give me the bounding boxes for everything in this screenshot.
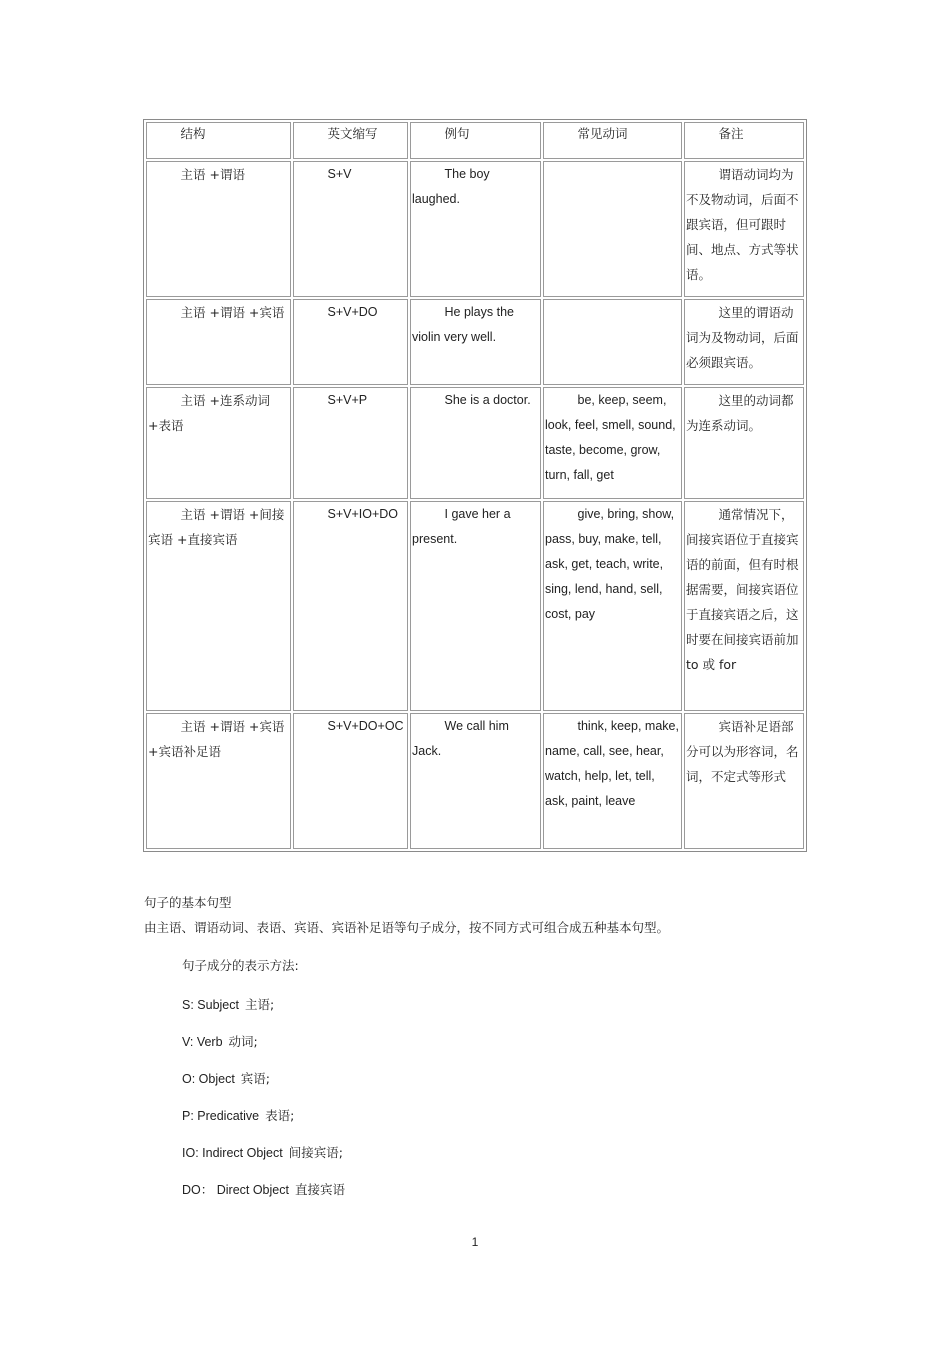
legend-meaning: 动词; <box>228 1034 258 1049</box>
legend-abbr: O: Object <box>182 1072 235 1086</box>
legend-item-object <box>182 1069 270 1087</box>
header-structure: 结构 <box>146 122 291 159</box>
legend-meaning: 表语; <box>265 1108 295 1123</box>
legend-meaning: 主语; <box>244 997 275 1012</box>
cell-structure: 主语 +谓语 +宾语 +宾语补足语 <box>146 713 291 849</box>
cell-abbreviation: S+V+DO+OC <box>293 713 408 849</box>
legend-item-indirect-object <box>182 1143 343 1161</box>
legend-item-verb <box>182 1032 258 1050</box>
legend-abbr: IO: Indirect Object <box>182 1146 283 1160</box>
table-header-row <box>146 122 804 159</box>
cell-verbs: think, keep, make, name, call, see, hear, watch, help, let, tell, ask, paint, leave <box>543 713 682 849</box>
cell-verbs: be, keep, seem, look, feel, smell, sound, taste, become, grow, turn, fall, get <box>543 387 682 499</box>
legend-abbr: V: Verb <box>182 1035 223 1049</box>
legend-meaning: 间接宾语; <box>288 1145 343 1160</box>
legend-meaning: 直接宾语 <box>294 1182 345 1197</box>
legend-abbr: DO： Direct Object <box>182 1183 289 1197</box>
intro-paragraph: 由主语、谓语动词、表语、宾语、宾语补足语等句子成分，按不同方式可组合成五种基本句型。 <box>144 920 670 935</box>
cell-note: 谓语动词均为不及物动词，后面不跟宾语，但可跟时间、地点、方式等状语。 <box>684 161 804 297</box>
table-row <box>146 299 804 385</box>
sentence-pattern-table <box>143 119 807 852</box>
cell-example: He plays the violin very well. <box>410 299 541 385</box>
page-number: 1 <box>471 1235 479 1249</box>
cell-verbs: give, bring, show, pass, buy, make, tell, ask, get, teach, write, sing, lend, hand, sell, cost, pay <box>543 501 682 711</box>
legend-meaning: 宾语; <box>240 1071 271 1086</box>
cell-example: I gave her a present. <box>410 501 541 711</box>
legend-abbr: S: Subject <box>182 998 239 1012</box>
cell-note: 通常情况下，间接宾语位于直接宾语的前面，但有时根据需要，间接宾语位于直接宾语之后，这时要在间接宾语前加 to 或 for <box>684 501 804 711</box>
cell-structure: 主语 +谓语 +间接宾语 +直接宾语 <box>146 501 291 711</box>
header-example: 例句 <box>410 122 541 159</box>
cell-abbreviation: S+V+P <box>293 387 408 499</box>
header-abbreviation: 英文缩写 <box>293 122 408 159</box>
table-row <box>146 161 804 297</box>
table-row <box>146 387 804 499</box>
cell-note: 这里的动词都为连系动词。 <box>684 387 804 499</box>
cell-example: The boy laughed. <box>410 161 541 297</box>
legend-item-subject <box>182 995 274 1013</box>
legend-title: 句子成分的表示方法: <box>182 958 299 973</box>
cell-abbreviation: S+V+DO <box>293 299 408 385</box>
cell-structure: 主语 +连系动词 +表语 <box>146 387 291 499</box>
header-note: 备注 <box>684 122 804 159</box>
table-row <box>146 713 804 849</box>
header-common-verbs: 常见动词 <box>543 122 682 159</box>
cell-note: 宾语补足语部分可以为形容词，名词，不定式等形式 <box>684 713 804 849</box>
table-row <box>146 501 804 711</box>
cell-example: She is a doctor. <box>410 387 541 499</box>
cell-verbs <box>543 161 682 297</box>
legend-abbr: P: Predicative <box>182 1109 260 1123</box>
cell-abbreviation: S+V <box>293 161 408 297</box>
cell-abbreviation: S+V+IO+DO <box>293 501 408 711</box>
cell-structure: 主语 +谓语 <box>146 161 291 297</box>
cell-verbs <box>543 299 682 385</box>
legend-item-predicative <box>182 1106 294 1124</box>
cell-example: We call him Jack. <box>410 713 541 849</box>
legend-item-direct-object <box>182 1180 345 1198</box>
cell-note: 这里的谓语动词为及物动词，后面必须跟宾语。 <box>684 299 804 385</box>
cell-structure: 主语 +谓语 +宾语 <box>146 299 291 385</box>
section-title: 句子的基本句型 <box>144 895 232 910</box>
